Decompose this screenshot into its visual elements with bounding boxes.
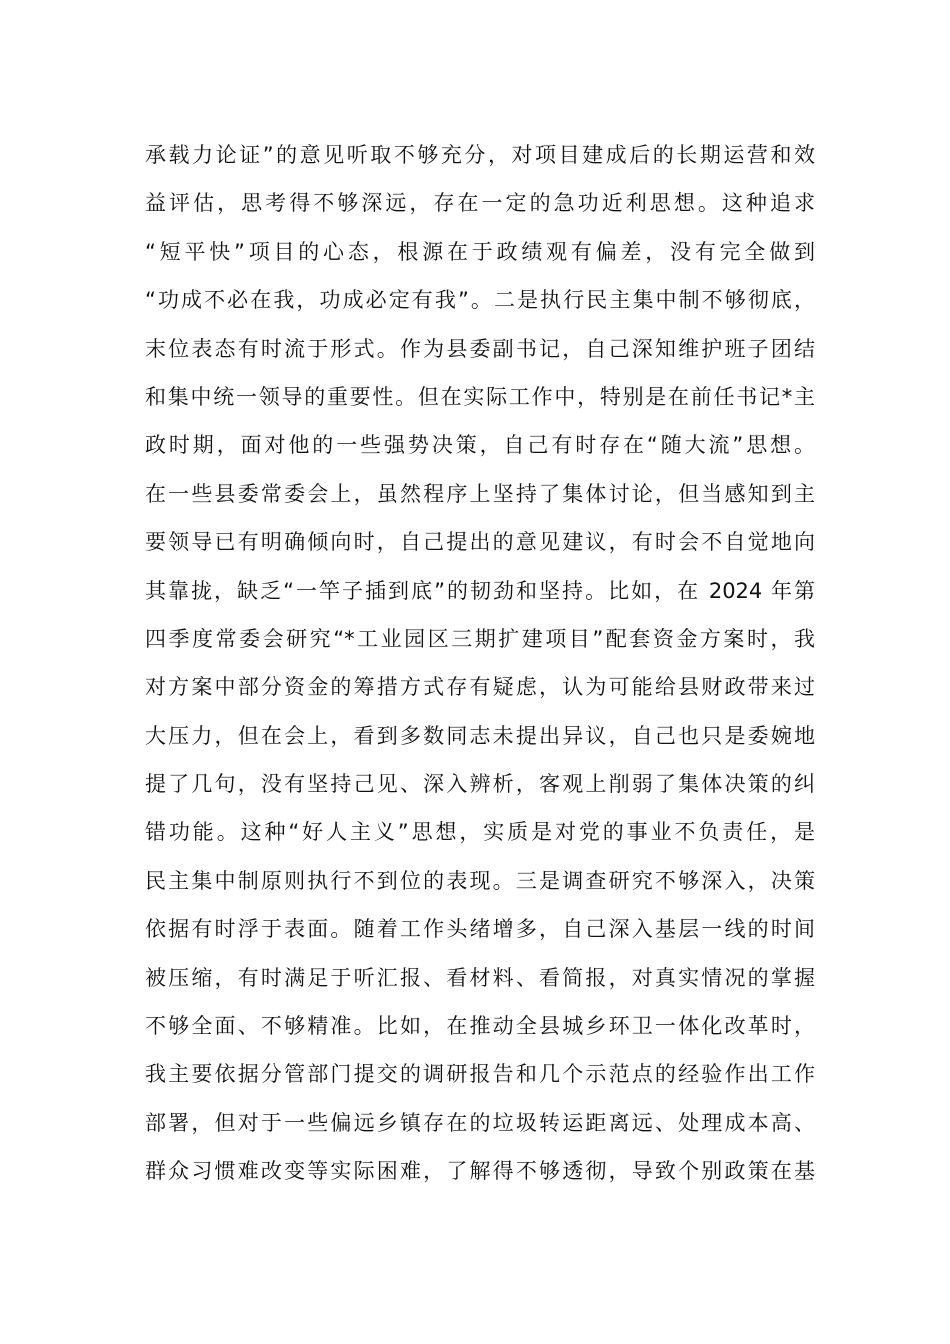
text-line-10: 其靠拢，缺乏“一竿子插到底”的韧劲和坚持。比如，在 2024 年第 [145, 578, 815, 603]
text-line-1: 承载力论证”的意见听取不够充分，对项目建成后的长期运营和效 [145, 143, 815, 167]
text-line-14: 提了几句，没有坚持己见、深入辨析，客观上削弱了集体决策的纠 [145, 772, 815, 797]
text-line-7: 政时期，面对他的一些强势决策，自己有时存在“随大流”思想。 [145, 433, 815, 458]
text-line-9: 要领导已有明确倾向时，自己提出的意见建议，有时会不自觉地向 [145, 530, 815, 555]
text-line-12: 对方案中部分资金的筹措方式存有疑虑，认为可能给县财政带来过 [145, 675, 815, 700]
text-line-4: “功成不必在我，功成必定有我”。二是执行民主集中制不够彻底， [145, 288, 815, 313]
text-line-18: 被压缩，有时满足于听汇报、看材料、看简报，对真实情况的掌握 [145, 965, 815, 990]
text-line-13: 大压力，但在会上，看到多数同志未提出异议，自己也只是委婉地 [145, 723, 815, 748]
text-line-8: 在一些县委常委会上，虽然程序上坚持了集体讨论，但当感知到主 [145, 481, 815, 506]
text-line-15: 错功能。这种“好人主义”思想，实质是对党的事业不负责任，是 [145, 820, 815, 845]
text-line-11: 四季度常委会研究“*工业园区三期扩建项目”配套资金方案时，我 [145, 626, 815, 651]
text-line-21: 部署，但对于一些偏远乡镇存在的垃圾转运距离远、处理成本高、 [145, 1110, 815, 1135]
body-text [145, 131, 815, 1196]
text-line-22: 群众习惯难改变等实际困难，了解得不够透彻，导致个别政策在基 [145, 1159, 815, 1184]
text-line-3: “短平快”项目的心态，根源在于政绩观有偏差，没有完全做到 [145, 239, 815, 264]
text-line-5: 末位表态有时流于形式。作为县委副书记，自己深知维护班子团结 [145, 336, 815, 361]
text-line-2: 益评估，思考得不够深远，存在一定的急功近利思想。这种追求 [145, 191, 815, 216]
text-line-17: 依据有时浮于表面。随着工作头绪增多，自己深入基层一线的时间 [145, 917, 815, 942]
text-line-19: 不够全面、不够精准。比如，在推动全县城乡环卫一体化改革时， [145, 1014, 815, 1039]
text-line-16: 民主集中制原则执行不到位的表现。三是调查研究不够深入，决策 [145, 868, 815, 893]
text-line-20: 我主要依据分管部门提交的调研报告和几个示范点的经验作出工作 [145, 1062, 815, 1087]
text-line-6: 和集中统一领导的重要性。但在实际工作中，特别是在前任书记*主 [145, 384, 815, 409]
